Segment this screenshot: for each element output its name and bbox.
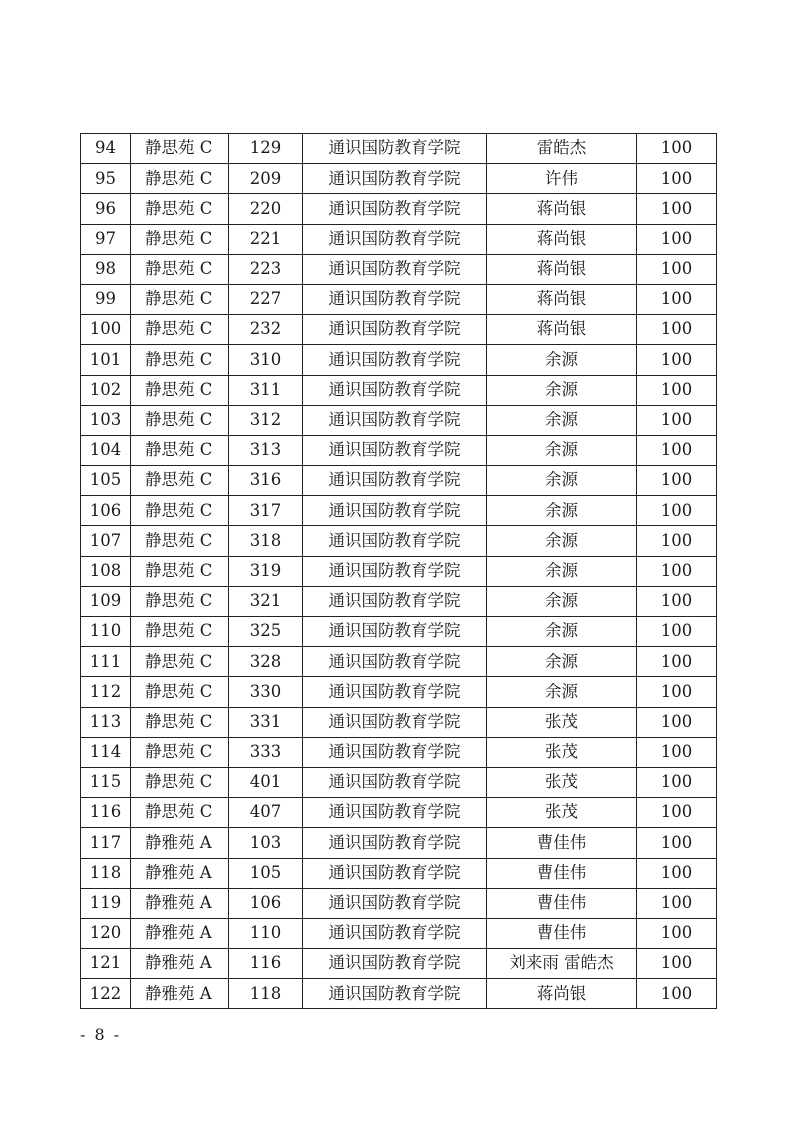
score-cell: 100 [637, 828, 717, 858]
building-cell: 静思苑 C [131, 556, 229, 586]
table-row [81, 918, 717, 948]
score-cell: 100 [637, 224, 717, 254]
table-row [81, 526, 717, 556]
score-cell: 100 [637, 284, 717, 314]
row-index-cell: 101 [81, 345, 131, 375]
table-row [81, 466, 717, 496]
room-cell: 311 [229, 375, 303, 405]
score-cell: 100 [637, 677, 717, 707]
room-cell: 331 [229, 707, 303, 737]
inspector-cell: 余源 [487, 405, 637, 435]
row-index-cell: 115 [81, 767, 131, 797]
score-cell: 100 [637, 254, 717, 284]
room-cell: 316 [229, 466, 303, 496]
college-cell: 通识国防教育学院 [303, 435, 487, 465]
inspector-cell: 余源 [487, 556, 637, 586]
row-index-cell: 98 [81, 254, 131, 284]
college-cell: 通识国防教育学院 [303, 375, 487, 405]
college-cell: 通识国防教育学院 [303, 707, 487, 737]
building-cell: 静思苑 C [131, 647, 229, 677]
college-cell: 通识国防教育学院 [303, 888, 487, 918]
row-index-cell: 117 [81, 828, 131, 858]
room-cell: 118 [229, 979, 303, 1009]
room-cell: 333 [229, 737, 303, 767]
score-cell: 100 [637, 979, 717, 1009]
table-row [81, 284, 717, 314]
college-cell: 通识国防教育学院 [303, 677, 487, 707]
table-row [81, 254, 717, 284]
building-cell: 静思苑 C [131, 707, 229, 737]
college-cell: 通识国防教育学院 [303, 526, 487, 556]
inspector-cell: 张茂 [487, 737, 637, 767]
room-cell: 116 [229, 949, 303, 979]
room-cell: 328 [229, 647, 303, 677]
inspector-cell: 曹佳伟 [487, 918, 637, 948]
inspector-cell: 曹佳伟 [487, 888, 637, 918]
row-index-cell: 121 [81, 949, 131, 979]
table-row [81, 435, 717, 465]
inspector-cell: 蒋尚银 [487, 315, 637, 345]
inspector-cell: 曹佳伟 [487, 828, 637, 858]
table-row [81, 737, 717, 767]
inspector-cell: 余源 [487, 526, 637, 556]
building-cell: 静思苑 C [131, 284, 229, 314]
page-number: - 8 - [80, 1025, 122, 1044]
inspector-cell: 蒋尚银 [487, 254, 637, 284]
room-cell: 105 [229, 858, 303, 888]
room-cell: 103 [229, 828, 303, 858]
row-index-cell: 111 [81, 647, 131, 677]
college-cell: 通识国防教育学院 [303, 737, 487, 767]
college-cell: 通识国防教育学院 [303, 194, 487, 224]
building-cell: 静思苑 C [131, 767, 229, 797]
college-cell: 通识国防教育学院 [303, 586, 487, 616]
row-index-cell: 102 [81, 375, 131, 405]
building-cell: 静思苑 C [131, 737, 229, 767]
table-row [81, 677, 717, 707]
college-cell: 通识国防教育学院 [303, 254, 487, 284]
row-index-cell: 108 [81, 556, 131, 586]
table-row [81, 858, 717, 888]
score-cell: 100 [637, 194, 717, 224]
building-cell: 静思苑 C [131, 315, 229, 345]
table-row [81, 194, 717, 224]
inspector-cell: 余源 [487, 466, 637, 496]
room-cell: 221 [229, 224, 303, 254]
college-cell: 通识国防教育学院 [303, 284, 487, 314]
room-cell: 227 [229, 284, 303, 314]
college-cell: 通识国防教育学院 [303, 798, 487, 828]
score-cell: 100 [637, 435, 717, 465]
room-cell: 325 [229, 617, 303, 647]
table-row [81, 375, 717, 405]
table-row [81, 345, 717, 375]
table-row [81, 315, 717, 345]
inspector-cell: 余源 [487, 435, 637, 465]
building-cell: 静思苑 C [131, 677, 229, 707]
score-cell: 100 [637, 134, 717, 164]
score-cell: 100 [637, 767, 717, 797]
inspector-cell: 蒋尚银 [487, 979, 637, 1009]
inspector-cell: 许伟 [487, 164, 637, 194]
inspector-cell: 张茂 [487, 798, 637, 828]
room-cell: 220 [229, 194, 303, 224]
building-cell: 静思苑 C [131, 345, 229, 375]
college-cell: 通识国防教育学院 [303, 164, 487, 194]
inspector-cell: 张茂 [487, 767, 637, 797]
table-row [81, 224, 717, 254]
college-cell: 通识国防教育学院 [303, 134, 487, 164]
building-cell: 静思苑 C [131, 375, 229, 405]
room-cell: 319 [229, 556, 303, 586]
score-cell: 100 [637, 707, 717, 737]
room-cell: 209 [229, 164, 303, 194]
college-cell: 通识国防教育学院 [303, 858, 487, 888]
row-index-cell: 94 [81, 134, 131, 164]
building-cell: 静思苑 C [131, 194, 229, 224]
inspector-cell: 余源 [487, 677, 637, 707]
score-cell: 100 [637, 888, 717, 918]
building-cell: 静思苑 C [131, 134, 229, 164]
inspector-cell: 雷皓杰 [487, 134, 637, 164]
college-cell: 通识国防教育学院 [303, 918, 487, 948]
building-cell: 静雅苑 A [131, 888, 229, 918]
room-cell: 313 [229, 435, 303, 465]
inspector-cell: 张茂 [487, 707, 637, 737]
college-cell: 通识国防教育学院 [303, 496, 487, 526]
building-cell: 静雅苑 A [131, 828, 229, 858]
building-cell: 静思苑 C [131, 164, 229, 194]
table-row [81, 979, 717, 1009]
score-cell: 100 [637, 949, 717, 979]
inspector-cell: 刘来雨 雷皓杰 [487, 949, 637, 979]
college-cell: 通识国防教育学院 [303, 405, 487, 435]
building-cell: 静雅苑 A [131, 918, 229, 948]
building-cell: 静思苑 C [131, 466, 229, 496]
inspector-cell: 余源 [487, 586, 637, 616]
inspector-cell: 余源 [487, 345, 637, 375]
room-cell: 318 [229, 526, 303, 556]
table-row [81, 767, 717, 797]
building-cell: 静雅苑 A [131, 949, 229, 979]
row-index-cell: 106 [81, 496, 131, 526]
row-index-cell: 113 [81, 707, 131, 737]
score-cell: 100 [637, 918, 717, 948]
row-index-cell: 95 [81, 164, 131, 194]
score-cell: 100 [637, 617, 717, 647]
room-cell: 129 [229, 134, 303, 164]
college-cell: 通识国防教育学院 [303, 828, 487, 858]
inspector-cell: 余源 [487, 617, 637, 647]
row-index-cell: 107 [81, 526, 131, 556]
college-cell: 通识国防教育学院 [303, 224, 487, 254]
building-cell: 静雅苑 A [131, 858, 229, 888]
room-cell: 407 [229, 798, 303, 828]
room-cell: 310 [229, 345, 303, 375]
college-cell: 通识国防教育学院 [303, 315, 487, 345]
row-index-cell: 100 [81, 315, 131, 345]
building-cell: 静思苑 C [131, 435, 229, 465]
table-row [81, 949, 717, 979]
row-index-cell: 97 [81, 224, 131, 254]
row-index-cell: 119 [81, 888, 131, 918]
row-index-cell: 99 [81, 284, 131, 314]
building-cell: 静思苑 C [131, 496, 229, 526]
college-cell: 通识国防教育学院 [303, 979, 487, 1009]
building-cell: 静思苑 C [131, 798, 229, 828]
table-row [81, 496, 717, 526]
row-index-cell: 96 [81, 194, 131, 224]
score-cell: 100 [637, 798, 717, 828]
row-index-cell: 104 [81, 435, 131, 465]
building-cell: 静思苑 C [131, 254, 229, 284]
building-cell: 静雅苑 A [131, 979, 229, 1009]
row-index-cell: 112 [81, 677, 131, 707]
table-row [81, 798, 717, 828]
row-index-cell: 103 [81, 405, 131, 435]
college-cell: 通识国防教育学院 [303, 647, 487, 677]
table-row [81, 405, 717, 435]
inspector-cell: 曹佳伟 [487, 858, 637, 888]
room-cell: 317 [229, 496, 303, 526]
row-index-cell: 120 [81, 918, 131, 948]
table-row [81, 888, 717, 918]
inspector-cell: 蒋尚银 [487, 284, 637, 314]
room-cell: 106 [229, 888, 303, 918]
table-row [81, 707, 717, 737]
college-cell: 通识国防教育学院 [303, 617, 487, 647]
score-cell: 100 [637, 466, 717, 496]
room-cell: 330 [229, 677, 303, 707]
table-row [81, 586, 717, 616]
room-cell: 223 [229, 254, 303, 284]
inspector-cell: 蒋尚银 [487, 194, 637, 224]
room-cell: 110 [229, 918, 303, 948]
college-cell: 通识国防教育学院 [303, 767, 487, 797]
inspector-cell: 余源 [487, 496, 637, 526]
score-cell: 100 [637, 526, 717, 556]
room-cell: 312 [229, 405, 303, 435]
score-cell: 100 [637, 315, 717, 345]
score-cell: 100 [637, 405, 717, 435]
row-index-cell: 105 [81, 466, 131, 496]
score-cell: 100 [637, 496, 717, 526]
score-cell: 100 [637, 164, 717, 194]
score-cell: 100 [637, 647, 717, 677]
college-cell: 通识国防教育学院 [303, 556, 487, 586]
score-cell: 100 [637, 858, 717, 888]
inspector-cell: 蒋尚银 [487, 224, 637, 254]
table-row [81, 828, 717, 858]
score-cell: 100 [637, 586, 717, 616]
row-index-cell: 122 [81, 979, 131, 1009]
college-cell: 通识国防教育学院 [303, 466, 487, 496]
college-cell: 通识国防教育学院 [303, 949, 487, 979]
building-cell: 静思苑 C [131, 405, 229, 435]
room-cell: 401 [229, 767, 303, 797]
row-index-cell: 118 [81, 858, 131, 888]
table-row [81, 134, 717, 164]
table-row [81, 556, 717, 586]
building-cell: 静思苑 C [131, 617, 229, 647]
row-index-cell: 114 [81, 737, 131, 767]
table-row [81, 617, 717, 647]
building-cell: 静思苑 C [131, 224, 229, 254]
score-cell: 100 [637, 375, 717, 405]
college-cell: 通识国防教育学院 [303, 345, 487, 375]
row-index-cell: 109 [81, 586, 131, 616]
inspector-cell: 余源 [487, 647, 637, 677]
inspector-cell: 余源 [487, 375, 637, 405]
building-cell: 静思苑 C [131, 586, 229, 616]
score-cell: 100 [637, 556, 717, 586]
table-row [81, 647, 717, 677]
table-row [81, 164, 717, 194]
row-index-cell: 110 [81, 617, 131, 647]
building-cell: 静思苑 C [131, 526, 229, 556]
room-cell: 321 [229, 586, 303, 616]
score-cell: 100 [637, 737, 717, 767]
table-body [81, 134, 717, 1009]
dormitory-score-table [80, 133, 717, 1009]
score-cell: 100 [637, 345, 717, 375]
room-cell: 232 [229, 315, 303, 345]
row-index-cell: 116 [81, 798, 131, 828]
